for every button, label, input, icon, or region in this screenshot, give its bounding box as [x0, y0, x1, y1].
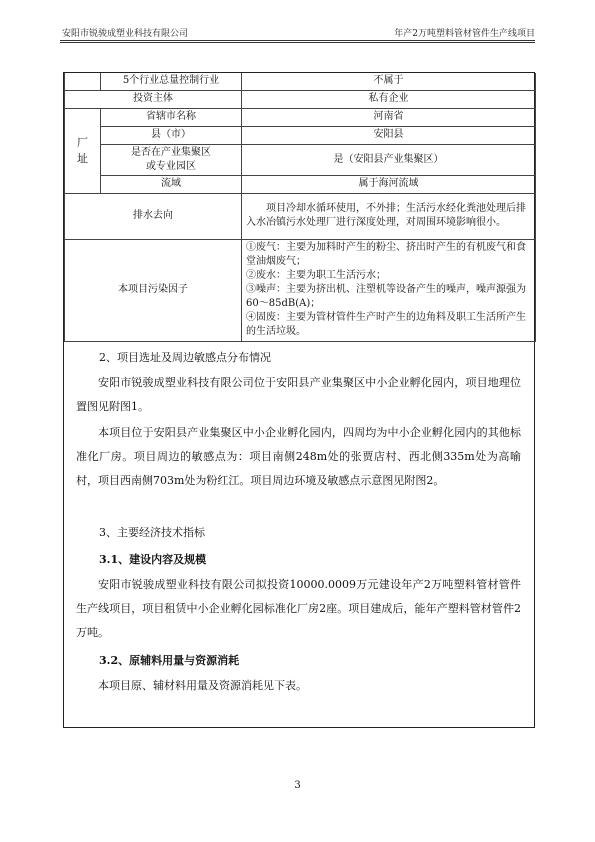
- header-company: 安阳市锐骏成塑业科技有限公司: [62, 29, 189, 39]
- section2-para2: 本项目位于安阳县产业集聚区中小企业孵化园内，四周均为中小企业孵化园内的其他标准化厂房。项目周边的敏感点为：项目南侧248m处的张贾店村、西北侧335m处为高喻村，项目西南侧703m处为粉红江。项目周边环境及敏感点示意图见附图2。: [76, 426, 521, 487]
- zone-value: 是（安阳县产业集聚区）: [242, 144, 536, 175]
- county-value: 安阳县: [242, 126, 536, 144]
- pollutant-item: ①废气：主要为加料时产生的粉尘、挤出时产生的有机废气和食堂油烟废气；: [246, 242, 526, 267]
- table-row: [65, 175, 536, 193]
- table-row: [65, 126, 536, 144]
- city-label: 省辖市名称: [101, 108, 242, 126]
- section3-2-heading: 3.2、原辅料用量与资源消耗: [99, 654, 240, 667]
- header-rule: [60, 40, 535, 41]
- page-number: 3: [294, 780, 301, 791]
- pollutant-list: [242, 239, 536, 341]
- table-row: [65, 193, 536, 239]
- basin-label: 流域: [101, 175, 242, 193]
- project-info-table: [64, 73, 536, 342]
- section2-para1: 安阳市锐骏成塑业科技有限公司位于安阳县产业集聚区中小企业孵化园内，项目地理位置图见附图1。: [76, 376, 521, 413]
- section3-heading: 3、主要经济技术指标: [99, 526, 205, 539]
- basin-value: 属于海河流域: [242, 175, 536, 193]
- drainage-label: 排水去向: [65, 193, 242, 239]
- industry-label: 5个行业总量控制行业: [101, 73, 242, 90]
- industry-value: 不属于: [242, 73, 536, 90]
- section3-1-heading: 3.1、建设内容及规模: [99, 553, 207, 566]
- investor-label: 投资主体: [65, 90, 242, 108]
- section3-1-para: 安阳市锐骏成塑业科技有限公司拟投资10000.0009万元建设年产2万吨塑料管材管件生产线项目，项目租赁中小企业孵化园标准化厂房2座。项目建成后，能年产塑料管材管件2万吨。: [76, 578, 521, 639]
- section3-2-para: 本项目原、辅材料用量及资源消耗见下表。: [98, 679, 307, 692]
- pollutant-label: 本项目污染因子: [65, 239, 242, 341]
- section2-heading: 2、项目选址及周边敏感点分布情况: [99, 351, 271, 364]
- table-row: [65, 73, 536, 90]
- site-group-label: 厂址: [65, 108, 101, 193]
- drainage-value: 项目冷却水循环使用，不外排；生活污水经化粪池处理后排入水冶镇污水处理厂进行深度处理，对周围环境影响很小。: [242, 193, 536, 239]
- pollutant-item: ②废水：主要为职工生活污水；: [246, 270, 386, 281]
- pollutant-item: ③噪声：主要为挤出机、注塑机等设备产生的噪声，噪声源强为60～85dB(A)；: [246, 284, 526, 309]
- header-project: 年产2万吨塑料管材管件生产线项目: [394, 29, 535, 39]
- table-row: [65, 144, 536, 175]
- investor-value: 私有企业: [242, 90, 536, 108]
- pollutant-item: ④固废：主要为管材管件生产时产生的边角料及职工生活所产生的生活垃圾。: [246, 312, 526, 337]
- county-label: 县（市）: [101, 126, 242, 144]
- city-value: 河南省: [242, 108, 536, 126]
- header-rule-thin: [60, 42, 535, 43]
- content-frame: [63, 72, 535, 728]
- zone-label: 是否在产业集聚区 或专业园区: [101, 144, 242, 175]
- table-row: [65, 108, 536, 126]
- table-row: [65, 239, 536, 341]
- table-row: [65, 90, 536, 108]
